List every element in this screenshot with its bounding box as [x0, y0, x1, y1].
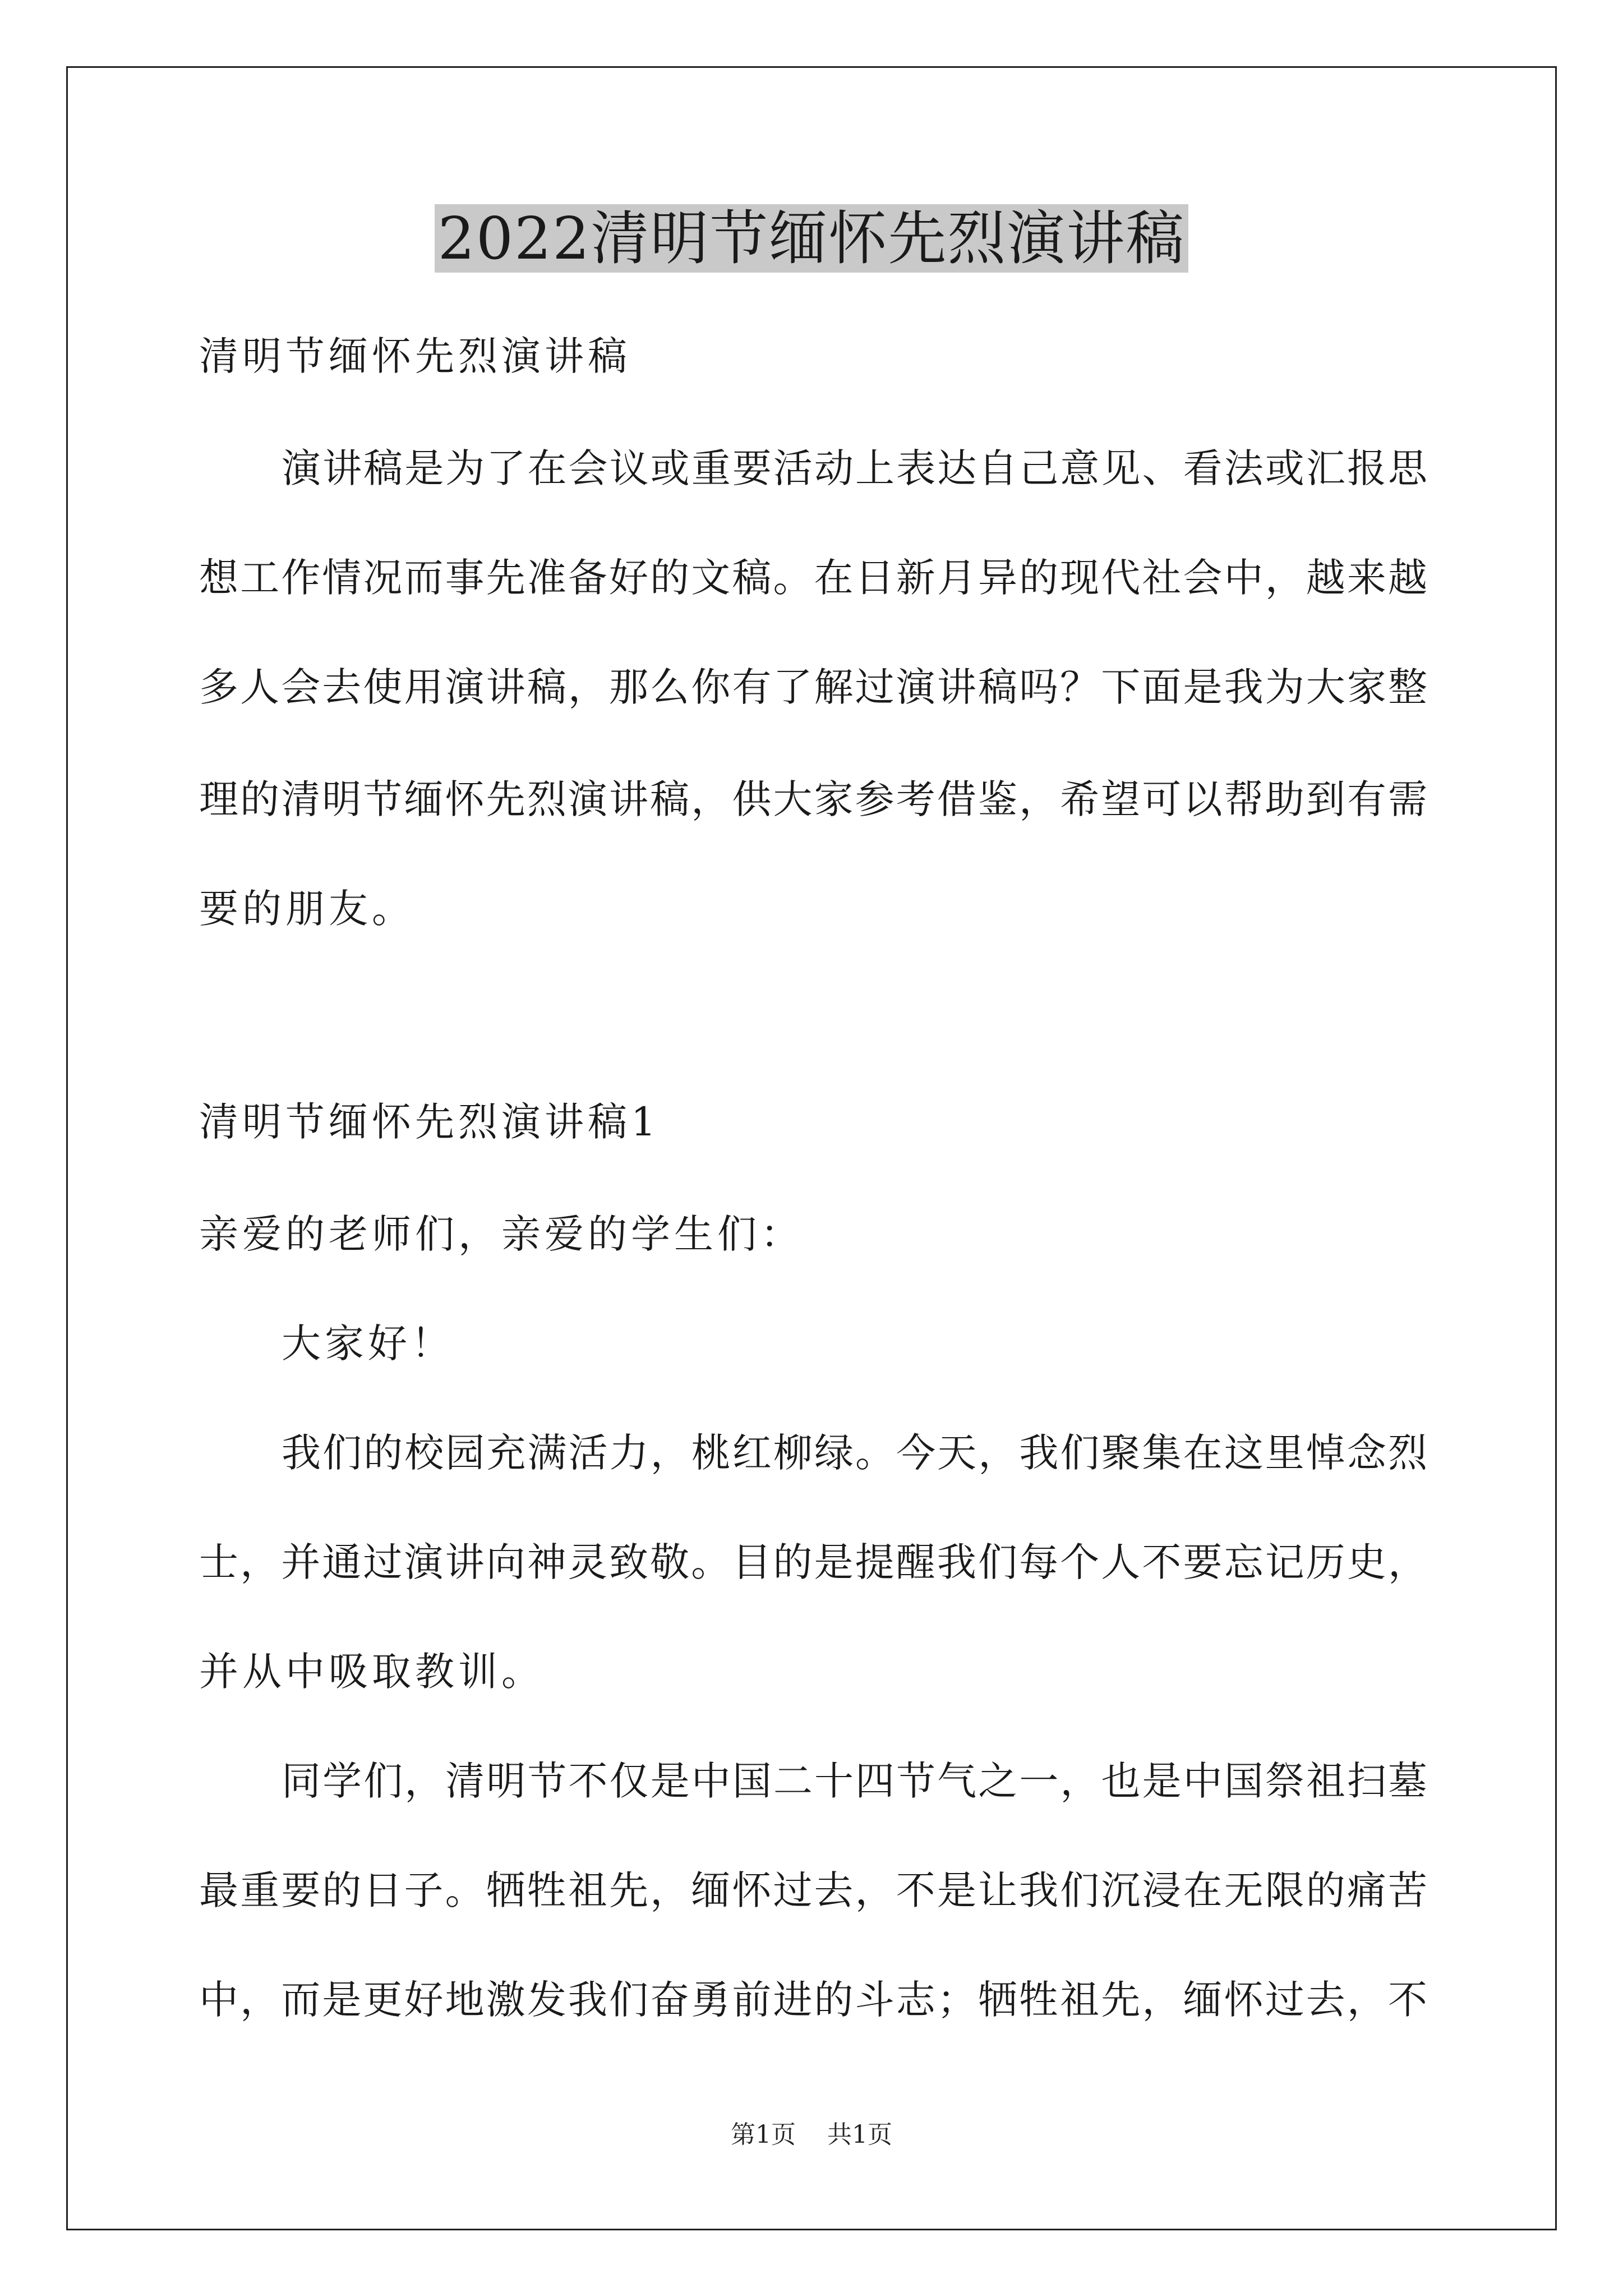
paragraph-line: 理的清明节缅怀先烈演讲稿，供大家参考借鉴，希望可以帮助到有需 [199, 776, 1427, 822]
paragraph-line: 中，而是更好地激发我们奋勇前进的斗志；牺牲祖先，缅怀过去，不 [199, 1977, 1427, 2023]
greeting-line: 大家好！ [282, 1320, 454, 1366]
paragraph-line: 多人会去使用演讲稿，那么你有了解过演讲稿吗？下面是我为大家整 [199, 664, 1427, 710]
document-title [0, 199, 1623, 278]
paragraph-line: 并从中吸取教训。 [199, 1649, 545, 1695]
paragraph-line: 士，并通过演讲向神灵致敬。目的是提醒我们每个人不要忘记历史， [199, 1539, 1427, 1585]
paragraph-line: 要的朋友。 [199, 886, 415, 932]
document-title-text: 2022清明节缅怀先烈演讲稿 [435, 204, 1189, 273]
paragraph-line: 想工作情况而事先准备好的文稿。在日新月异的现代社会中，越来越 [199, 555, 1427, 601]
paragraph-line: 同学们，清明节不仅是中国二十四节气之一，也是中国祭祖扫墓 [282, 1758, 1427, 1804]
paragraph-line: 最重要的日子。牺牲祖先，缅怀过去，不是让我们沉浸在无限的痛苦 [199, 1867, 1427, 1913]
paragraph-line: 我们的校园充满活力，桃红柳绿。今天，我们聚集在这里悼念烈 [282, 1430, 1427, 1476]
subtitle-line: 清明节缅怀先烈演讲稿 [199, 333, 631, 379]
salutation-line: 亲爱的老师们，亲爱的学生们： [199, 1211, 804, 1257]
page-number: 第1页 [731, 2120, 796, 2149]
section-heading: 清明节缅怀先烈演讲稿1 [199, 1099, 660, 1145]
paragraph-line: 演讲稿是为了在会议或重要活动上表达自己意见、看法或汇报思 [282, 445, 1427, 491]
page-footer [0, 2119, 1623, 2151]
page-total: 共1页 [827, 2120, 892, 2149]
